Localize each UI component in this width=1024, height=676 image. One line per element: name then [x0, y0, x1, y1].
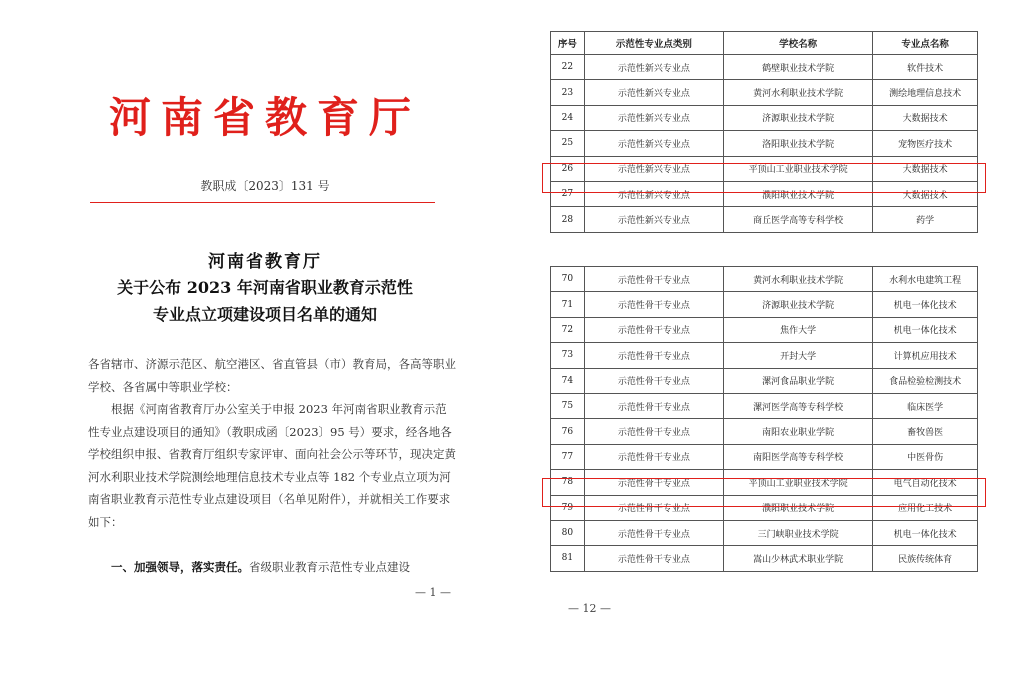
cell-index: 79: [551, 495, 585, 520]
cell-index: 72: [551, 317, 585, 342]
cell-school: 漯河食品职业学院: [724, 368, 873, 393]
title-line-1: 河南省教育厅: [208, 252, 322, 272]
cell-index: 81: [551, 546, 585, 571]
cell-school: 济源职业技术学院: [724, 292, 873, 317]
cell-major: 药学: [873, 207, 978, 232]
section-1-paragraph: [88, 556, 456, 579]
cell-index: 76: [551, 419, 585, 444]
page-number: — 1 —: [415, 586, 451, 599]
highlight-row-78: [542, 478, 986, 507]
header-major: 专业点名称: [873, 32, 978, 55]
cell-school: 洛阳职业技术学院: [724, 131, 873, 156]
right-document-page: [540, 25, 990, 625]
cell-category: 示范性骨干专业点: [584, 419, 723, 444]
cell-school: 黄河水利职业技术学院: [724, 267, 873, 292]
cell-category: 示范性骨干专业点: [584, 520, 723, 545]
cell-major: 计算机应用技术: [873, 343, 978, 368]
cell-school: 焦作大学: [724, 317, 873, 342]
cell-school: 济源职业技术学院: [724, 105, 873, 130]
cell-category: 示范性骨干专业点: [584, 393, 723, 418]
org-header: 河南省教育厅: [108, 93, 421, 142]
cell-index: 73: [551, 343, 585, 368]
table-row: [551, 55, 978, 80]
highlight-row-26: [542, 163, 986, 193]
table-row: [551, 207, 978, 232]
table-row: [551, 80, 978, 105]
section-1-text: 省级职业教育示范性专业点建设: [249, 560, 410, 574]
cell-index: 78: [551, 470, 585, 495]
cell-school: 鹤壁职业技术学院: [724, 55, 873, 80]
cell-major: 大数据技术: [873, 156, 978, 181]
title-line-3: 专业点立项建设项目名单的通知: [152, 305, 377, 324]
cell-category: 示范性新兴专业点: [584, 55, 723, 80]
cell-school: 濮阳职业技术学院: [724, 181, 873, 206]
cell-school: 南阳医学高等专科学校: [724, 444, 873, 469]
red-divider: [90, 202, 435, 203]
cell-index: 23: [551, 80, 585, 105]
cell-category: 示范性骨干专业点: [584, 317, 723, 342]
cell-major: 测绘地理信息技术: [873, 80, 978, 105]
cell-category: 示范性骨干专业点: [584, 368, 723, 393]
cell-index: 24: [551, 105, 585, 130]
table-row: [551, 368, 978, 393]
cell-index: 77: [551, 444, 585, 469]
project-table-bottom: [550, 266, 978, 572]
cell-major: 畜牧兽医: [873, 419, 978, 444]
table-row: [551, 105, 978, 130]
cell-major: 电气自动化技术: [873, 470, 978, 495]
cell-major: 机电一体化技术: [873, 317, 978, 342]
table-row: [551, 444, 978, 469]
cell-index: 71: [551, 292, 585, 317]
cell-major: 机电一体化技术: [873, 520, 978, 545]
cell-school: 南阳农业职业学院: [724, 419, 873, 444]
cell-major: 宠物医疗技术: [873, 131, 978, 156]
cell-index: 80: [551, 520, 585, 545]
left-document-page: [60, 40, 470, 620]
cell-school: 平顶山工业职业技术学院: [724, 470, 873, 495]
cell-index: 26: [551, 156, 585, 181]
header-category: 示范性专业点类别: [584, 32, 723, 55]
cell-major: 应用化工技术: [873, 495, 978, 520]
header-index: 序号: [551, 32, 585, 55]
table-header-row: [551, 32, 978, 55]
cell-index: 28: [551, 207, 585, 232]
body-paragraph: 根据《河南省教育厅办公室关于申报 2023 年河南省职业教育示范性专业点建设项目的通知》（教职成函〔2023〕95 号）要求，经各地各学校组织申报、省教育厅组织专家评审、面向社会公示等环节，现决定黄河水利职业技术学院测绘地理信息技术专业点等 182 个专业点立项为河南省职业教育示范性专业点建设项目（名单见附件），并就相关工作要求如下：: [88, 402, 456, 529]
table-row: [551, 419, 978, 444]
cell-index: 70: [551, 267, 585, 292]
cell-major: 中医骨伤: [873, 444, 978, 469]
cell-category: 示范性骨干专业点: [584, 470, 723, 495]
cell-category: 示范性新兴专业点: [584, 207, 723, 232]
cell-index: 75: [551, 393, 585, 418]
table-row: [551, 292, 978, 317]
cell-category: 示范性新兴专业点: [584, 105, 723, 130]
cell-category: 示范性骨干专业点: [584, 267, 723, 292]
cell-category: 示范性新兴专业点: [584, 156, 723, 181]
cell-school: 开封大学: [724, 343, 873, 368]
table-row: [551, 343, 978, 368]
cell-index: 27: [551, 181, 585, 206]
cell-index: 22: [551, 55, 585, 80]
cell-school: 平顶山工业职业技术学院: [724, 156, 873, 181]
cell-major: 机电一体化技术: [873, 292, 978, 317]
cell-index: 25: [551, 131, 585, 156]
document-number: 教职成〔2023〕131 号: [200, 179, 330, 193]
table-row: [551, 131, 978, 156]
header-school: 学校名称: [724, 32, 873, 55]
cell-major: 食品检验检测技术: [873, 368, 978, 393]
addressee: 各省辖市、济源示范区、航空港区、省直管县（市）教育局，各高等职业学校、各省属中等职业学校：: [88, 357, 456, 394]
cell-school: 商丘医学高等专科学校: [724, 207, 873, 232]
cell-school: 黄河水利职业技术学院: [724, 80, 873, 105]
section-1-heading: 一、加强领导，落实责任。: [111, 560, 249, 574]
cell-index: 74: [551, 368, 585, 393]
cell-major: 临床医学: [873, 393, 978, 418]
cell-category: 示范性骨干专业点: [584, 495, 723, 520]
cell-category: 示范性骨干专业点: [584, 292, 723, 317]
cell-category: 示范性骨干专业点: [584, 546, 723, 571]
title-line-2: 关于公布 2023 年河南省职业教育示范性: [117, 278, 413, 297]
cell-major: 大数据技术: [873, 105, 978, 130]
table-row: [551, 393, 978, 418]
project-table-top: [550, 31, 978, 233]
table-row: [551, 317, 978, 342]
cell-category: 示范性骨干专业点: [584, 343, 723, 368]
cell-school: 三门峡职业技术学院: [724, 520, 873, 545]
cell-category: 示范性新兴专业点: [584, 131, 723, 156]
page-number: — 12 —: [568, 602, 611, 615]
cell-category: 示范性新兴专业点: [584, 80, 723, 105]
cell-major: 民族传统体育: [873, 546, 978, 571]
table-row: [551, 546, 978, 571]
cell-school: 漯河医学高等专科学校: [724, 393, 873, 418]
cell-school: 濮阳职业技术学院: [724, 495, 873, 520]
cell-category: 示范性骨干专业点: [584, 444, 723, 469]
cell-major: 软件技术: [873, 55, 978, 80]
cell-category: 示范性新兴专业点: [584, 181, 723, 206]
cell-major: 水利水电建筑工程: [873, 267, 978, 292]
table-row: [551, 267, 978, 292]
table-row: [551, 520, 978, 545]
cell-major: 大数据技术: [873, 181, 978, 206]
cell-school: 嵩山少林武术职业学院: [724, 546, 873, 571]
